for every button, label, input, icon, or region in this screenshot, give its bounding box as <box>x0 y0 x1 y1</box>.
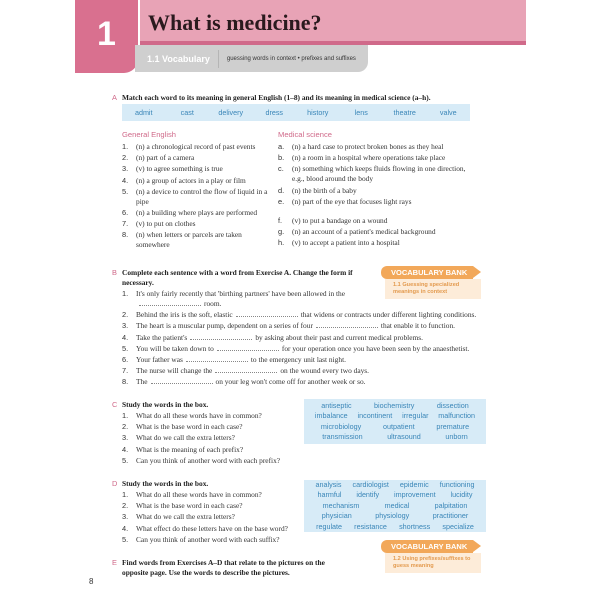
item-text: (v) to put a bandage on a wound <box>292 215 388 225</box>
word-row <box>310 501 480 512</box>
item-text <box>136 344 469 354</box>
list-item <box>122 512 307 522</box>
item-text: What do we call the extra letters? <box>136 433 235 443</box>
item-text: (v) to agree something is true <box>136 164 223 174</box>
list-item <box>122 355 482 365</box>
word: transmission <box>322 432 363 441</box>
word-option: delivery <box>218 108 244 117</box>
answer-blank[interactable] <box>217 350 279 351</box>
column-heading: General English <box>122 130 177 139</box>
sentence-start: The nurse will change the <box>136 366 213 376</box>
item-number: 5. <box>122 186 129 196</box>
sentence-end: room. <box>204 299 222 308</box>
exercise-instruction: Study the words in the box. <box>122 400 209 409</box>
vocabulary-bank-text: 1.2 Using prefixes/suffixes to guess meaning <box>385 553 481 573</box>
answer-blank[interactable] <box>186 361 248 362</box>
item-text: (n) a building where plays are performed <box>136 207 258 217</box>
item-text: What is the meaning of each prefix? <box>136 444 244 454</box>
list-item <box>122 366 482 376</box>
sentence-start: It's only fairly recently that 'birthing partners' have been allowed in the <box>136 289 346 298</box>
word-option: cast <box>180 108 194 117</box>
item-number: h. <box>278 238 285 248</box>
prefix-word-box <box>304 399 486 444</box>
item-text: (n) something which keeps fluids flowing in one direction, e.g., blood around the body <box>292 164 466 184</box>
word-row <box>310 422 480 433</box>
list-item <box>122 535 307 545</box>
list-item <box>278 164 478 184</box>
exercise-instruction: Complete each sentence with a word from Exercise A. Change the form if necessary. <box>122 268 353 287</box>
item-number: 3. <box>122 512 129 522</box>
item-number: 1. <box>122 490 129 499</box>
list-item <box>122 187 277 207</box>
item-text: Can you think of another word with each suffix? <box>136 534 280 544</box>
list-item <box>278 197 478 207</box>
item-text: (n) a room in a hospital where operations take place <box>292 153 446 163</box>
sentence-start: The heart is a muscular pump, dependent on a series of four <box>136 321 313 331</box>
exercise-letter: B <box>112 268 117 277</box>
question-list <box>122 411 302 467</box>
item-text: What do all these words have in common? <box>136 490 262 499</box>
item-number: g. <box>278 226 285 236</box>
list-item <box>122 377 482 387</box>
item-text: What is the base word in each case? <box>136 501 243 511</box>
sentence-end: that widens or contracts under different lighting conditions. <box>300 310 477 320</box>
list-item <box>122 321 482 331</box>
word: epidemic <box>399 479 429 489</box>
word: ultrasound <box>387 432 421 441</box>
list-item <box>278 216 478 226</box>
list-item <box>122 433 302 443</box>
sentence-end: by asking about their past and current medical problems. <box>255 332 423 342</box>
word: regulate <box>316 521 343 531</box>
exercise-letter: D <box>112 479 118 488</box>
sentence-start: Your father was <box>136 354 183 364</box>
list-item <box>122 524 307 534</box>
item-text: (n) a chronological record of past events <box>136 142 256 151</box>
item-number: e. <box>278 196 285 206</box>
word: lucidity <box>450 490 473 500</box>
list-item <box>278 227 478 237</box>
word: practitioner <box>432 511 469 521</box>
medical-science-list <box>278 142 478 249</box>
item-number: 2. <box>122 422 129 432</box>
word: dissection <box>436 400 469 410</box>
word-row <box>310 490 480 501</box>
word-row <box>310 511 480 522</box>
word-row <box>310 432 480 443</box>
item-text: (n) part of the eye that focuses light rays <box>292 196 412 206</box>
exercise-b <box>112 268 362 288</box>
sentence-start: Behind the iris is the soft, elastic <box>136 310 233 320</box>
list-item <box>122 153 277 163</box>
list-item <box>122 142 277 152</box>
section-tab <box>135 45 368 72</box>
word-row <box>310 522 480 533</box>
sentence-end: that enable it to function. <box>380 321 455 331</box>
sentence-end: to the emergency unit last night. <box>250 354 346 364</box>
item-number: 3. <box>122 164 129 174</box>
item-number: 3. <box>122 433 129 443</box>
item-text: (n) when letters or parcels are taken somewhere <box>136 230 242 250</box>
word: microbiology <box>320 421 362 431</box>
item-number: 7. <box>122 366 129 376</box>
item-number: 4. <box>122 444 129 454</box>
item-number: 4. <box>122 523 129 533</box>
exercise-c <box>112 400 209 410</box>
answer-blank[interactable] <box>190 339 252 340</box>
item-number: 7. <box>122 219 129 229</box>
item-number: 1. <box>122 142 129 151</box>
word: physician <box>321 511 352 521</box>
answer-blank[interactable] <box>215 372 277 373</box>
word: premature <box>436 421 470 431</box>
word: specialize <box>442 521 474 531</box>
exercise-letter: E <box>112 558 117 567</box>
item-text: What do all these words have in common? <box>136 411 262 420</box>
word: improvement <box>394 490 436 500</box>
vocabulary-bank-label: VOCABULARY BANK <box>381 266 473 279</box>
sentence-end: for your operation once you have been seen by the anaesthetist. <box>281 343 470 353</box>
word-option: history <box>307 108 329 117</box>
word: unborn <box>445 432 468 441</box>
item-number: 2. <box>122 153 129 163</box>
page-number: 8 <box>89 577 94 586</box>
unit-number: 1 <box>75 0 138 73</box>
word: identify <box>356 490 380 500</box>
word: resistance <box>354 521 387 531</box>
exercise-letter: C <box>112 400 118 409</box>
list-item <box>122 164 277 174</box>
item-number: 1. <box>122 289 129 298</box>
section-subtitle: guessing words in context • prefixes and suffixes <box>226 55 356 62</box>
item-text: Can you think of another word with each prefix? <box>136 455 281 465</box>
word: incontinent <box>357 411 393 420</box>
word: biochemistry <box>374 400 415 410</box>
item-number: 6. <box>122 207 129 217</box>
word-row <box>310 480 480 491</box>
item-text: (v) to put on clothes <box>136 219 196 229</box>
sentence-end: on your leg won't come off for another week or so. <box>215 377 366 387</box>
word: harmful <box>317 490 342 500</box>
item-number: 6. <box>122 354 129 364</box>
item-number: 5. <box>122 455 129 465</box>
word-option: valve <box>439 108 457 117</box>
exercise-a <box>112 93 482 103</box>
word-option: lens <box>354 108 368 117</box>
word: functioning <box>439 479 475 489</box>
list-item <box>278 186 478 196</box>
list-item <box>278 238 478 248</box>
item-number: 8. <box>122 230 129 240</box>
word-option: admit <box>134 108 153 117</box>
word-option: theatre <box>393 108 416 117</box>
item-number: 2. <box>122 501 129 511</box>
word: analysis <box>315 479 342 489</box>
answer-blank[interactable] <box>151 383 213 384</box>
list-item <box>122 344 482 354</box>
list-item <box>122 456 302 466</box>
word-option: dress <box>265 108 284 117</box>
exercise-letter: A <box>112 93 117 102</box>
sentence-start: The <box>136 377 148 387</box>
vocabulary-bank-label: VOCABULARY BANK <box>381 540 473 553</box>
column-heading: Medical science <box>278 130 333 139</box>
item-text: What do we call the extra letters? <box>136 512 235 522</box>
item-text <box>136 355 346 365</box>
question-list <box>122 490 307 546</box>
item-text: (v) to accept a patient into a hospital <box>292 238 400 248</box>
exercise-instruction: Find words from Exercises A–D that relate to the pictures on the opposite page. Use the words to describe the pictures. <box>122 558 325 577</box>
item-text <box>136 377 366 387</box>
item-text: What effect do these letters have on the base word? <box>136 523 288 533</box>
item-number: 4. <box>122 332 129 342</box>
list-item <box>122 490 307 500</box>
sentence-start: You will be taken down to <box>136 343 214 353</box>
list-item <box>122 208 277 218</box>
item-text <box>136 310 476 320</box>
word: irregular <box>402 411 429 420</box>
item-number: 5. <box>122 343 129 353</box>
item-number: b. <box>278 153 285 163</box>
list-item <box>122 445 302 455</box>
item-text: (n) a hard case to protect broken bones as they heal <box>292 142 444 151</box>
answer-blank[interactable] <box>139 305 201 306</box>
page-title: What is medicine? <box>148 10 322 35</box>
list-item <box>122 230 277 250</box>
item-number: f. <box>278 215 283 225</box>
sentence-end: on the wound every two days. <box>280 366 370 376</box>
word: antiseptic <box>321 400 352 410</box>
item-number: 4. <box>122 175 129 185</box>
exercise-e <box>112 558 342 578</box>
item-text: (n) part of a camera <box>136 153 195 163</box>
vocabulary-bank-2[interactable] <box>381 540 481 573</box>
item-text: What is the base word in each case? <box>136 422 243 432</box>
word: medical <box>384 500 410 510</box>
word: imbalance <box>314 411 348 420</box>
word: palpitation <box>434 500 468 510</box>
answer-blank[interactable] <box>236 316 298 317</box>
item-text <box>136 321 455 331</box>
word-row <box>310 401 480 412</box>
sentence-list <box>122 289 482 389</box>
list-item <box>122 422 302 432</box>
word-row <box>310 411 480 422</box>
item-text: (n) the birth of a baby <box>292 185 357 195</box>
general-english-list <box>122 142 277 252</box>
word: shortness <box>399 521 431 531</box>
exercise-instruction: Study the words in the box. <box>122 479 209 488</box>
list-item <box>122 333 482 343</box>
item-number: 1. <box>122 411 129 420</box>
item-text <box>136 289 377 309</box>
item-number: c. <box>278 164 284 174</box>
item-number: 8. <box>122 377 129 387</box>
item-text <box>136 333 423 343</box>
list-item <box>122 289 377 309</box>
vocabulary-bank-text: 1.1 Guessing specialized meanings in context <box>385 279 481 299</box>
word: outpatient <box>383 421 415 431</box>
list-item <box>278 142 478 152</box>
list-item <box>122 411 302 421</box>
list-item <box>122 310 482 320</box>
answer-blank[interactable] <box>316 327 378 328</box>
vocabulary-bank-1[interactable] <box>381 266 481 299</box>
list-item <box>122 219 277 229</box>
item-number: a. <box>278 142 285 151</box>
list-item <box>122 176 277 186</box>
item-text: (n) a group of actors in a play or film <box>136 175 246 185</box>
section-label: 1.1 Vocabulary <box>135 50 219 68</box>
exercise-d <box>112 479 209 489</box>
word: physiology <box>375 511 410 521</box>
item-text <box>136 366 369 376</box>
exercise-instruction: Match each word to its meaning in general English (1–8) and its meaning in medical science (a–h). <box>122 93 431 102</box>
word: mechanism <box>322 500 360 510</box>
sentence-start: Take the patient's <box>136 332 188 342</box>
item-number: 3. <box>122 321 129 331</box>
item-number: d. <box>278 185 285 195</box>
word: malfunction <box>438 411 476 420</box>
item-text: (n) a device to control the flow of liquid in a pipe <box>136 186 268 206</box>
list-item <box>278 153 478 163</box>
item-text: (n) an account of a patient's medical background <box>292 226 436 236</box>
word: cardiologist <box>352 479 389 489</box>
list-item <box>122 501 307 511</box>
word-box <box>122 104 470 121</box>
item-number: 5. <box>122 534 129 544</box>
suffix-word-box <box>304 480 486 532</box>
item-number: 2. <box>122 310 129 320</box>
